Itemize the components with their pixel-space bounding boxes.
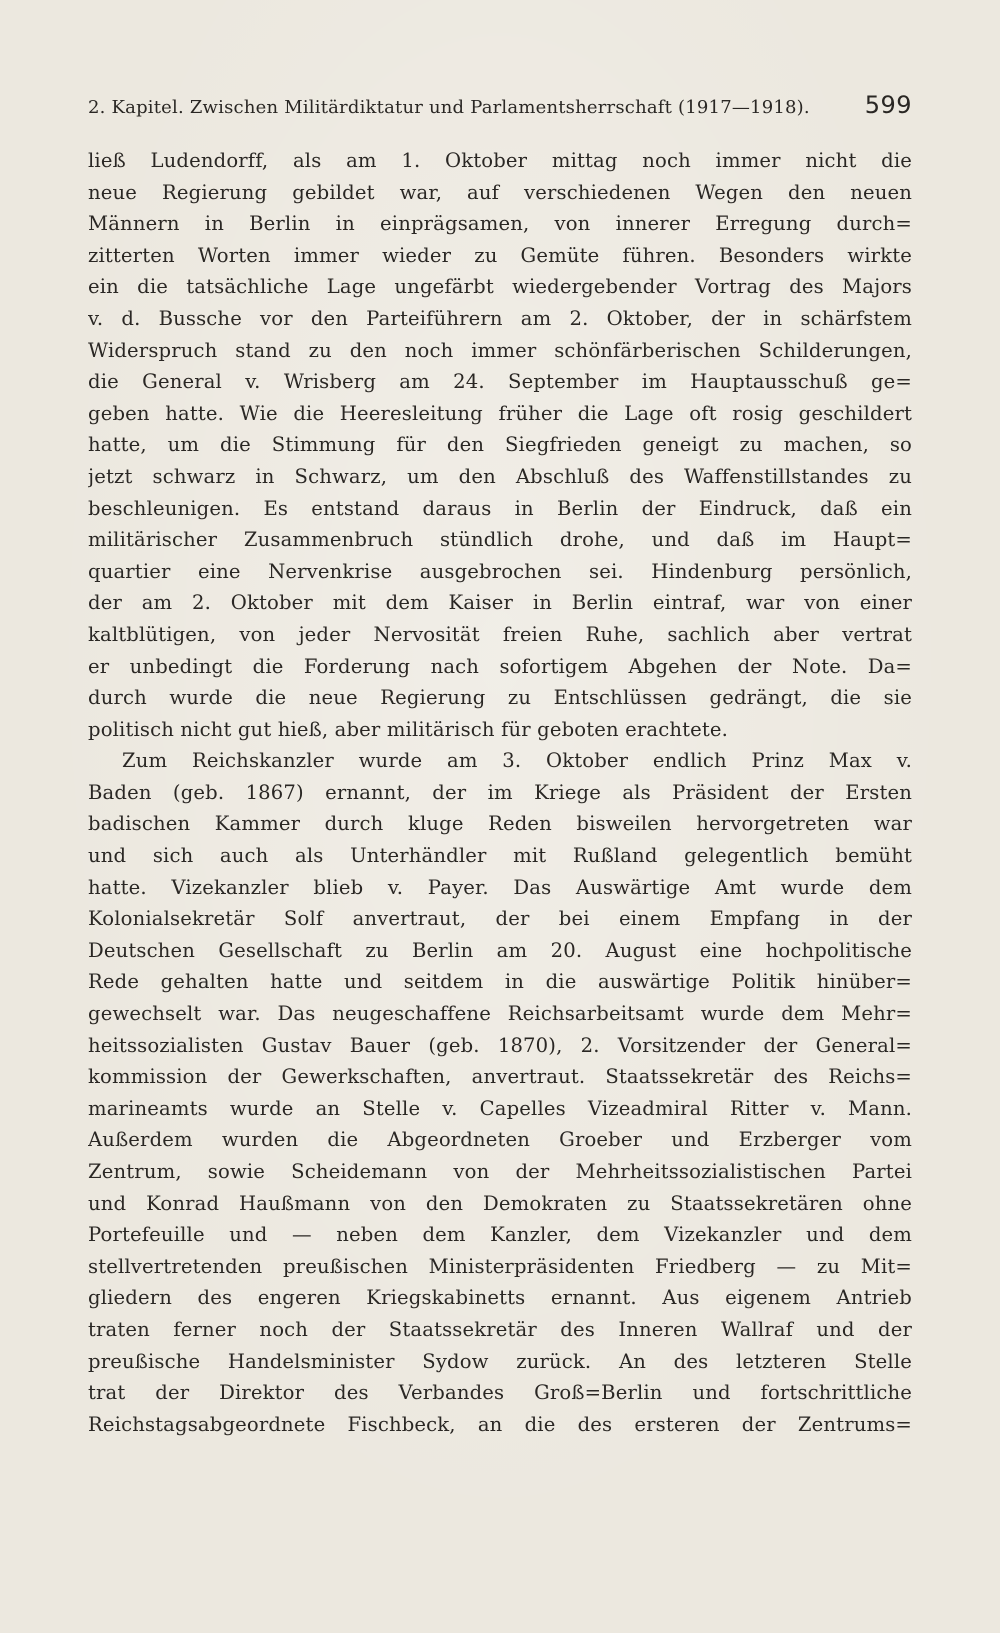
text-line: Zentrum, sowie Scheidemann von der Mehrheitssozialistischen Partei bbox=[88, 1160, 912, 1183]
text-line: Reichstagsabgeordnete Fischbeck, an die des ersteren der Zentrums= bbox=[88, 1412, 912, 1436]
text-line: und sich auch als Unterhändler mit Rußland gelegentlich bemüht bbox=[88, 844, 912, 868]
text-line: jetzt schwarz in Schwarz, um den Abschluß des Waffenstillstandes zu bbox=[88, 464, 912, 488]
running-title: 2. Kapitel. Zwischen Militärdiktatur und Parlamentsherrschaft (1917—1918). bbox=[88, 97, 810, 118]
text-line: Widerspruch stand zu den noch immer schönfärberischen Schilderungen, bbox=[88, 338, 912, 362]
text-line: beschleunigen. Es entstand daraus in Berlin der Eindruck, daß ein bbox=[88, 496, 912, 520]
text-line: stellvertretenden preußischen Ministerpräsidenten Friedberg — zu Mit= bbox=[88, 1254, 912, 1278]
text-line: der am 2. Oktober mit dem Kaiser in Berlin eintraf, war von einer bbox=[88, 591, 912, 615]
text-line: geben hatte. Wie die Heeresleitung früher die Lage oft rosig geschildert bbox=[88, 401, 912, 425]
body-text bbox=[88, 145, 912, 1440]
text-line: er unbedingt die Forderung nach sofortigem Abgehen der Note. Da= bbox=[88, 654, 912, 678]
text-line: gliedern des engeren Kriegskabinetts ernannt. Aus eigenem Antrieb bbox=[88, 1286, 912, 1310]
text-line: v. d. Bussche vor den Parteiführern am 2. Oktober, der in schärfstem bbox=[88, 306, 912, 330]
text-line: kaltblütigen, von jeder Nervosität freien Ruhe, sachlich aber vertrat bbox=[88, 622, 912, 646]
text-line: preußische Handelsminister Sydow zurück. An des letzteren Stelle bbox=[88, 1349, 912, 1373]
running-head bbox=[88, 92, 912, 121]
text-line: militärischer Zusammenbruch stündlich drohe, und daß im Haupt= bbox=[88, 528, 912, 552]
text-line: zitterten Worten immer wieder zu Gemüte führen. Besonders wirkte bbox=[88, 243, 912, 267]
text-line: marineamts wurde an Stelle v. Capelles Vizeadmiral Ritter v. Mann. bbox=[88, 1096, 912, 1120]
text-line: trat der Direktor des Verbandes Groß=Berlin und fortschrittliche bbox=[88, 1381, 912, 1405]
text-line: traten ferner noch der Staatssekretär des Inneren Wallraf und der bbox=[88, 1317, 912, 1341]
text-line: hatte. Vizekanzler blieb v. Payer. Das Auswärtige Amt wurde dem bbox=[88, 875, 912, 899]
text-line-paragraph-start: Zum Reichskanzler wurde am 3. Oktober endlich Prinz Max v. bbox=[122, 749, 912, 773]
text-line: durch wurde die neue Regierung zu Entschlüssen gedrängt, die sie bbox=[88, 686, 912, 710]
text-line: Rede gehalten hatte und seitdem in die auswärtige Politik hinüber= bbox=[88, 970, 912, 994]
text-line: Männern in Berlin in einprägsamen, von innerer Erregung durch= bbox=[88, 212, 912, 236]
text-line: Kolonialsekretär Solf anvertraut, der bei einem Empfang in der bbox=[88, 907, 912, 931]
text-line: badischen Kammer durch kluge Reden bisweilen hervorgetreten war bbox=[88, 812, 912, 836]
page-number: 599 bbox=[864, 91, 912, 119]
text-line: neue Regierung gebildet war, auf verschiedenen Wegen den neuen bbox=[88, 180, 912, 204]
text-line: ein die tatsächliche Lage ungefärbt wiedergebender Vortrag des Majors bbox=[88, 275, 912, 299]
text-line: die General v. Wrisberg am 24. September im Hauptausschuß ge= bbox=[88, 370, 912, 394]
text-line: hatte, um die Stimmung für den Siegfrieden geneigt zu machen, so bbox=[88, 433, 912, 457]
text-line: gewechselt war. Das neugeschaffene Reichsarbeitsamt wurde dem Mehr= bbox=[88, 1002, 912, 1026]
text-line-paragraph-end: politisch nicht gut hieß, aber militärisch für geboten erachtete. bbox=[88, 717, 729, 741]
text-line: Außerdem wurden die Abgeordneten Groeber und Erzberger vom bbox=[88, 1128, 912, 1152]
text-line: kommission der Gewerkschaften, anvertraut. Staatssekretär des Reichs= bbox=[88, 1065, 912, 1089]
text-line: und Konrad Haußmann von den Demokraten zu Staatssekretären ohne bbox=[88, 1191, 912, 1215]
text-line: heitssozialisten Gustav Bauer (geb. 1870), 2. Vorsitzender der General= bbox=[88, 1033, 912, 1057]
text-line: quartier eine Nervenkrise ausgebrochen sei. Hindenburg persönlich, bbox=[88, 559, 912, 583]
text-line: Portefeuille und — neben dem Kanzler, dem Vizekanzler und dem bbox=[88, 1223, 912, 1247]
text-line: Baden (geb. 1867) ernannt, der im Kriege als Präsident der Ersten bbox=[88, 780, 912, 804]
text-line: Deutschen Gesellschaft zu Berlin am 20. August eine hochpolitische bbox=[88, 938, 912, 962]
text-line: ließ Ludendorff, als am 1. Oktober mittag noch immer nicht die bbox=[88, 149, 912, 172]
